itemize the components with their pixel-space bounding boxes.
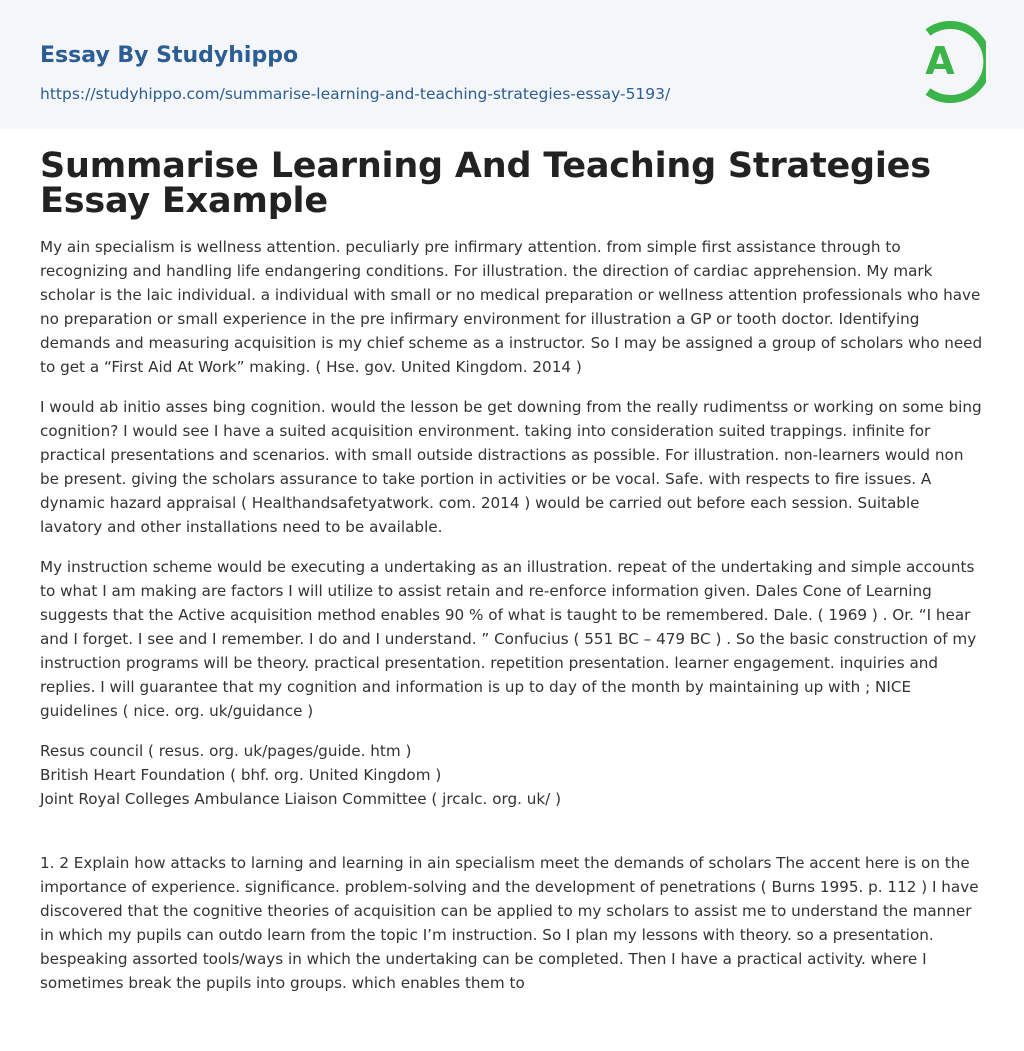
reference-item: Resus council ( resus. org. uk/pages/guide. htm ) (40, 742, 412, 760)
essay-paragraph: 1. 2 Explain how attacks to larning and learning in ain specialism meet the demands of scholars The accent here is on the importance of experience. significance. problem-solving and the development of penetrations ( Burns 1995. p. 112 ) I have discovered that the cognitive theories of acquisition can be applied to my scholars to assist me to understand the manner in which my pupils can outdo learn from the topic I’m instruction. So I plan my lessons with theory. so a presentation. bespeaking assorted tools/ways in which the undertaking can be completed. Then I have a practical activity. where I sometimes break the pupils into groups. which enables them to (40, 854, 979, 992)
site-header (0, 0, 1024, 129)
essay-paragraph: I would ab initio asses bing cognition. would the lesson be get downing from the really rudimentss or working on some bing cognition? I would see I have a suited acquisition environment. taking into consideration suited trappings. infinite for practical presentations and scenarios. with small outside distractions as possible. For illustration. non-learners would non be present. giving the scholars assurance to take portion in activities or be vocal. Safe. with respects to fire issues. A dynamic hazard appraisal ( Healthandsafetyatwork. com. 2014 ) would be carried out before each session. Suitable lavatory and other installations need to be available. (40, 398, 982, 536)
essay-url-link[interactable]: https://studyhippo.com/summarise-learning-and-teaching-strategies-essay-5193/ (40, 85, 671, 103)
article (0, 129, 1024, 995)
page-title: Summarise Learning And Teaching Strategies Essay Example (40, 146, 931, 221)
studyhippo-logo-icon[interactable] (912, 18, 986, 106)
site-brand[interactable]: Essay By Studyhippo (40, 43, 299, 68)
logo-letter: A (925, 39, 955, 83)
reference-item: Joint Royal Colleges Ambulance Liaison Committee ( jrcalc. org. uk/ ) (40, 790, 562, 808)
essay-paragraph: My ain specialism is wellness attention. peculiarly pre infirmary attention. from simple first assistance through to recognizing and handling life endangering conditions. For illustration. the direction of cardiac apprehension. My mark scholar is the laic individual. a individual with small or no medical preparation or wellness attention professionals who have no preparation or small experience in the pre infirmary environment for illustration a GP or tooth doctor. Identifying demands and measuring acquisition is my chief scheme as a instructor. So I may be assigned a group of scholars who need to get a “First Aid At Work” making. ( Hse. gov. United Kingdom. 2014 ) (40, 238, 983, 376)
reference-item: British Heart Foundation ( bhf. org. United Kingdom ) (40, 766, 442, 784)
essay-paragraph: My instruction scheme would be executing a undertaking as an illustration. repeat of the undertaking and simple accounts to what I am making are factors I will utilize to assist retain and re-enforce information given. Dales Cone of Learning suggests that the Active acquisition method enables 90 % of what is taught to be remembered. Dale. ( 1969 ) . Or. “I hear and I forget. I see and I remember. I do and I understand. ” Confucius ( 551 BC – 479 BC ) . So the basic construction of my instruction programs will be theory. practical presentation. repetition presentation. learner engagement. inquiries and replies. I will guarantee that my cognition and information is up to day of the month by maintaining up with ; NICE guidelines ( nice. org. uk/guidance ) (40, 558, 977, 720)
essay-body (40, 235, 984, 995)
reference-list (40, 739, 984, 811)
